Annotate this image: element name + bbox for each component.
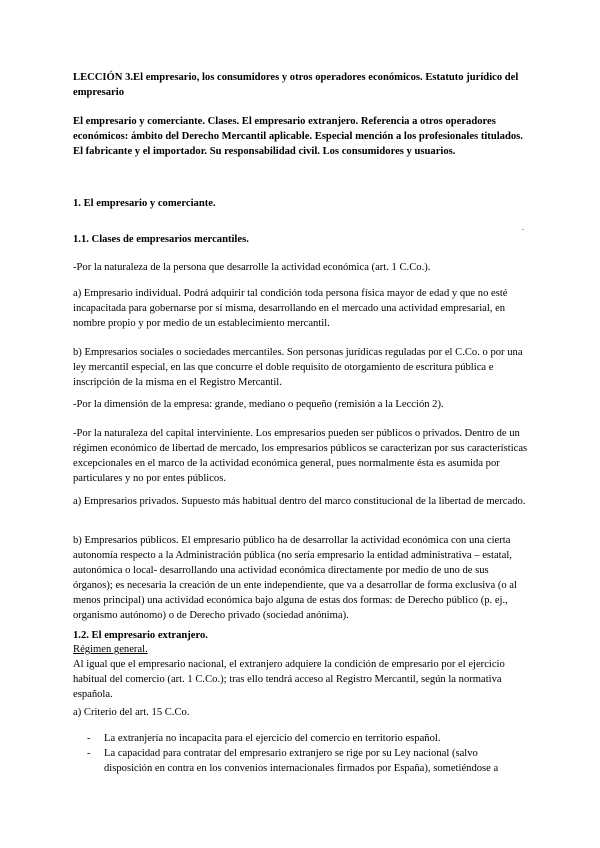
lesson-title: LECCIÓN 3.El empresario, los consumidores y otros operadores económicos. Estatuto jurídico del empresario	[73, 72, 519, 98]
paragraph-criterio: a) Criterio del art. 15 C.Co.	[73, 707, 190, 718]
stray-dot: .	[522, 223, 524, 232]
criterio-list	[73, 731, 528, 776]
paragraph-capital: -Por la naturaleza del capital interviniente. Los empresarios pueden ser públicos o privados. Dentro de un régimen económico de libertad de mercado, los empresarios públicos se caracterizan por sus características excepcionales en el marco de la actividad económica general, pues normalmente ésta es asumida por particulares y no por entes públicos.	[73, 428, 528, 484]
paragraph-empresario-individual: a) Empresario individual. Podrá adquirir tal condición toda persona física mayor de edad y que no esté incapacitada para gobernarse por sí misma, desarrollando en el mercado una actividad empresarial, en nombre propio y por medio de un establecimiento mercantil.	[73, 288, 508, 329]
list-item	[73, 746, 528, 776]
paragraph-empresarios-privados: a) Empresarios privados. Supuesto más habitual dentro del marco constitucional de la libertad de mercado.	[73, 496, 526, 507]
paragraph-naturaleza: -Por la naturaleza de la persona que desarrolle la actividad económica (art. 1 C.Co.).	[73, 262, 431, 273]
lesson-summary: El empresario y comerciante. Clases. El empresario extranjero. Referencia a otros operadores económicos: ámbito del Derecho Mercantil aplicable. Especial mención a los profesionales titulados. El fabricante y el importador. Su responsabilidad civil. Los consumidores y usuarios.	[73, 116, 523, 157]
section-1-heading: 1. El empresario y comerciante.	[73, 198, 216, 209]
dash-marker: -	[87, 748, 91, 759]
list-item-text: La extranjería no incapacita para el ejercicio del comercio en territorio español.	[104, 733, 441, 744]
paragraph-regimen-general: Al igual que el empresario nacional, el extranjero adquiere la condición de empresario por el ejercicio habitual del comercio (art. 1 C.Co.); tras ello tendrá acceso al Registro Mercantil, según la normativa española.	[73, 659, 505, 700]
regimen-general-label: Régimen general.	[73, 644, 148, 655]
paragraph-empresarios-sociales: b) Empresarios sociales o sociedades mercantiles. Son personas jurídicas reguladas por el C.Co. o por una ley mercantil especial, en las que concurre el doble requisito de otorgamiento de escritura pública e inscripción de la misma en el Registro Mercantil.	[73, 347, 523, 388]
section-1-1-heading: 1.1. Clases de empresarios mercantiles.	[73, 234, 249, 245]
paragraph-dimension: -Por la dimensión de la empresa: grande, mediano o pequeño (remisión a la Lección 2).	[73, 399, 444, 410]
section-1-2-heading: 1.2. El empresario extranjero.	[73, 630, 208, 641]
list-item	[73, 731, 528, 746]
dash-marker: -	[87, 733, 91, 744]
list-item-text: La capacidad para contratar del empresario extranjero se rige por su Ley nacional (salvo disposición en contra en los convenios internacionales firmados por España), sometiéndose a	[104, 748, 499, 774]
paragraph-empresarios-publicos: b) Empresarios públicos. El empresario público ha de desarrollar la actividad económica con una cierta autonomía respecto a la Administración pública (no sería empresario la entidad administrativa – estatal, autonómica o local- desarrollando una actividad económica directamente por medio de uno de sus órganos); es necesaria la creación de un ente independiente, que va a desarrollar de forma exclusiva (o al menos principal) una actividad económica bajo alguna de estas dos formas: de Derecho público (p. ej., organismo autónomo) o de Derecho privado (sociedad anónima).	[73, 535, 517, 621]
